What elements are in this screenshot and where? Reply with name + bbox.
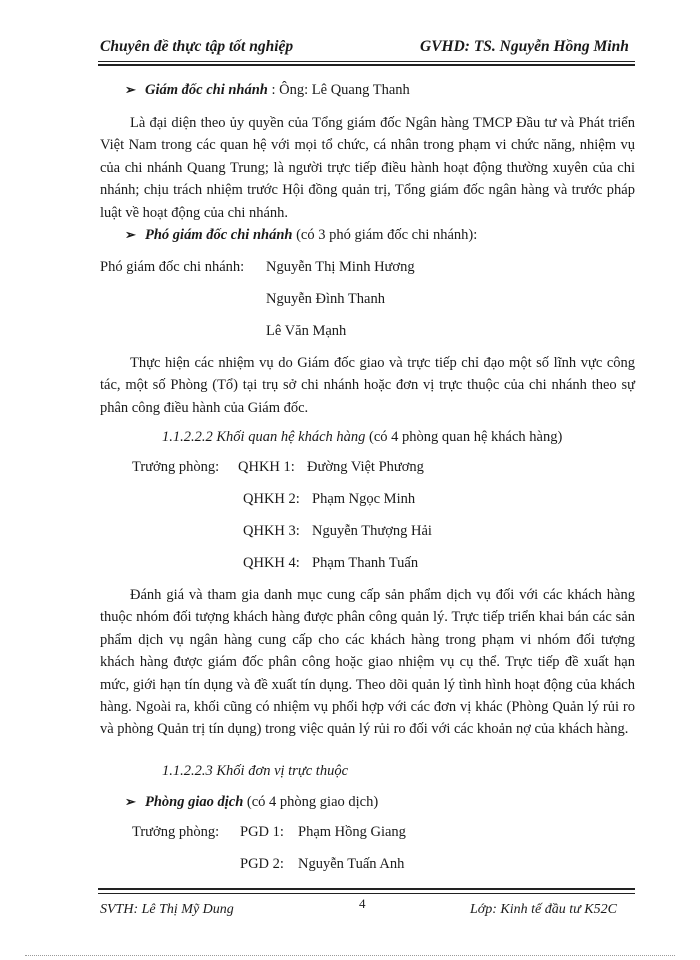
client-heading xyxy=(162,429,562,446)
client-row-4 xyxy=(243,555,419,572)
footer-class: Lớp: Kinh tế đầu tư K52C xyxy=(470,902,617,917)
client-row-name: Nguyễn Thượng Hải xyxy=(312,523,432,539)
client-row-name: Phạm Thanh Tuấn xyxy=(312,555,419,571)
units-sub-heading xyxy=(125,794,378,811)
client-row-name: Đường Việt Phương xyxy=(307,459,424,475)
units-sub-note: (có 4 phòng giao dịch) xyxy=(243,794,379,810)
units-row-code: PGD 1: xyxy=(240,824,284,840)
units-row-1 xyxy=(240,824,406,841)
client-row-1 xyxy=(238,459,424,476)
units-sub-title: Phòng giao dịch xyxy=(145,794,244,810)
units-label: Trưởng phòng: xyxy=(132,824,220,840)
client-row-name: Phạm Ngọc Minh xyxy=(312,491,416,507)
client-row-2 xyxy=(243,491,416,508)
deputy-name-2: Nguyễn Đình Thanh xyxy=(266,291,385,307)
client-label: Trưởng phòng: xyxy=(132,459,220,475)
footer-rule-thin xyxy=(98,893,635,894)
bullet-arrow-icon: ➢ xyxy=(125,794,136,809)
deputy-heading xyxy=(125,227,477,244)
client-row-code: QHKH 3: xyxy=(243,523,300,539)
deputy-paragraph: Thực hiện các nhiệm vụ do Giám đốc giao và trực tiếp chỉ đạo một số lĩnh vực công tác, một số Phòng (Tổ) tại trụ sở chi nhánh hoặc đơn vị trực thuộc của chi nhánh theo sự phân công điều hành của Giám đốc. xyxy=(100,355,635,416)
deputy-name-1: Nguyễn Thị Minh Hương xyxy=(266,259,415,275)
director-title: Giám đốc chi nhánh xyxy=(145,82,268,98)
client-row-code: QHKH 2: xyxy=(243,491,300,507)
director-heading xyxy=(125,82,410,99)
header-rule-thin xyxy=(98,61,635,62)
units-row-name: Nguyễn Tuấn Anh xyxy=(298,856,405,872)
bullet-arrow-icon: ➢ xyxy=(125,82,136,97)
units-row-code: PGD 2: xyxy=(240,856,284,872)
page-bottom-divider xyxy=(25,955,675,956)
client-paragraph: Đánh giá và tham gia danh mục cung cấp sản phẩm dịch vụ đối với các khách hàng thuộc nhóm đối tượng khách hàng được phân công quản lý. Trực tiếp triển khai bán các sản phẩm dịch vụ ngân hàng cung cấp cho các khách hàng trong phạm vi nhóm đối tượng khách hàng được giám đốc phân công hoặc giao nhiệm vụ cụ thể. Trực tiếp đề xuất hạn mức, giới hạn tín dụng và đề xuất tín dụng. Theo dõi quản lý tình hình hoạt động của khách hàng. Ngoài ra, khối cũng có nhiệm vụ phối hợp với các đơn vị khác (Phòng Quản lý rủi ro và phòng Quản trị tín dụng) trong việc quản lý rủi ro đối với các khoản nợ của khách hàng. xyxy=(100,587,635,738)
deputy-title: Phó giám đốc chi nhánh xyxy=(145,227,293,243)
footer-student: SVTH: Lê Thị Mỹ Dung xyxy=(100,902,234,917)
deputy-label: Phó giám đốc chi nhánh: xyxy=(100,259,245,275)
bullet-arrow-icon: ➢ xyxy=(125,227,136,242)
director-paragraph: Là đại diện theo ủy quyền của Tổng giám đốc Ngân hàng TMCP Đầu tư và Phát triển Việt Nam trong các quan hệ với mọi tổ chức, cá nhân trong phạm vi chức năng, nhiệm vụ của chi nhánh Quang Trung; là người trực tiếp điều hành hoạt động thường xuyên của chi nhánh; chịu trách nhiệm trước Hội đồng quản trị, Tổng giám đốc ngân hàng và trước pháp luật về hoạt động của chi nhánh. xyxy=(100,115,635,221)
client-row-code: QHKH 1: xyxy=(238,459,295,475)
header-rule-thick xyxy=(98,64,635,66)
footer-rule-thick xyxy=(98,888,635,890)
deputy-note: (có 3 phó giám đốc chi nhánh): xyxy=(292,227,478,243)
client-heading-note: (có 4 phòng quan hệ khách hàng) xyxy=(365,429,563,445)
client-row-3 xyxy=(243,523,432,540)
units-row-2 xyxy=(240,856,405,873)
units-row-name: Phạm Hồng Giang xyxy=(298,824,406,840)
units-heading: 1.1.2.2.3 Khối đơn vị trực thuộc xyxy=(162,763,349,779)
deputy-name-3: Lê Văn Mạnh xyxy=(266,323,347,339)
director-value: : Ông: Lê Quang Thanh xyxy=(267,82,410,98)
header-title: Chuyên đề thực tập tốt nghiệp xyxy=(100,38,294,55)
header-supervisor: GVHD: TS. Nguyễn Hồng Minh xyxy=(420,38,629,55)
client-heading-title: 1.1.2.2.2 Khối quan hệ khách hàng xyxy=(162,429,366,445)
page-number: 4 xyxy=(359,896,366,911)
client-row-code: QHKH 4: xyxy=(243,555,300,571)
